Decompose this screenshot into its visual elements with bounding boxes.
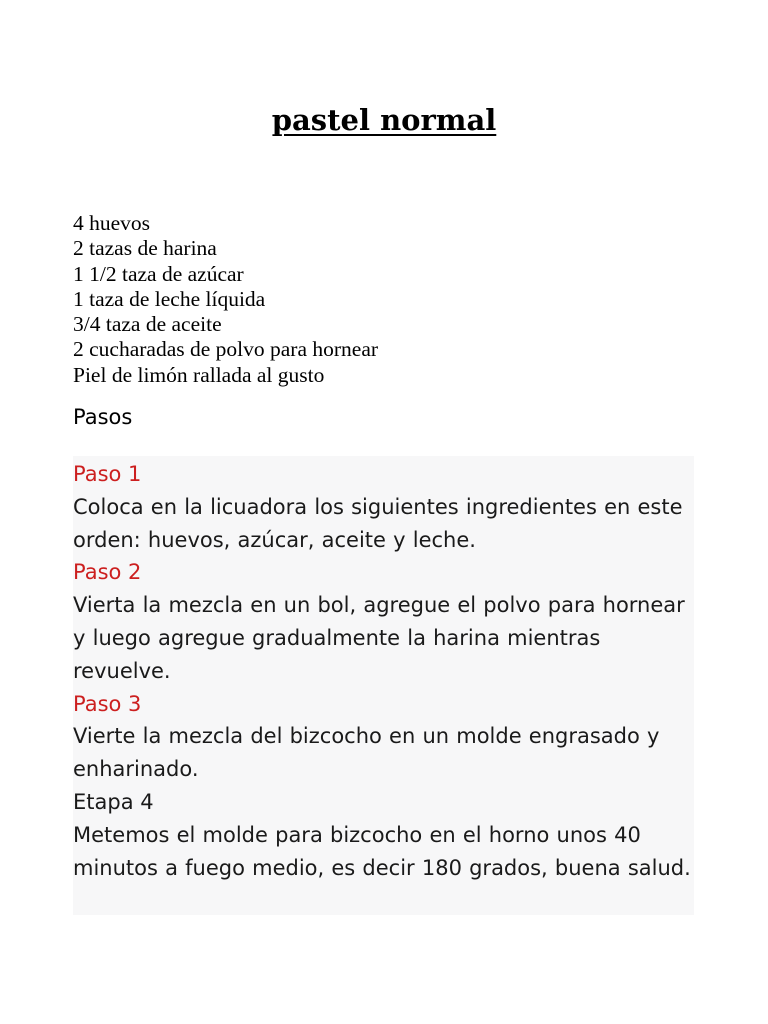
step-label: Paso 1 bbox=[73, 462, 142, 486]
step-label: Paso 3 bbox=[73, 691, 142, 716]
ingredient-item: 2 cucharadas de polvo para hornear bbox=[73, 337, 379, 362]
steps-section bbox=[73, 456, 694, 915]
steps-list bbox=[73, 458, 694, 884]
ingredient-item: 3/4 taza de aceite bbox=[73, 312, 222, 337]
ingredient-item: 1 1/2 taza de azúcar bbox=[73, 261, 244, 286]
step-label: Paso 2 bbox=[73, 560, 142, 585]
steps-heading: Pasos bbox=[73, 405, 133, 429]
step-text: Vierte la mezcla del bizcocho en un molde engrasado y enharinado. bbox=[73, 724, 660, 782]
step-text: Coloca en la licuadora los siguientes ingredientes en este orden: huevos, azúcar, aceite y leche. bbox=[73, 494, 683, 552]
step-text: Vierta la mezcla en un bol, agregue el polvo para hornear y luego agregue gradualmente la harina mientras revuelve. bbox=[73, 593, 685, 683]
page-title bbox=[0, 100, 768, 140]
ingredient-item: 1 taza de leche líquida bbox=[73, 286, 266, 311]
ingredient-item: 2 tazas de harina bbox=[73, 236, 217, 261]
step-label: Etapa 4 bbox=[73, 789, 154, 814]
ingredient-item: 4 huevos bbox=[73, 211, 151, 235]
step-text: Metemos el molde para bizcocho en el horno unos 40 minutos a fuego medio, es decir 180 grados, buena salud. bbox=[73, 822, 691, 880]
ingredients-list bbox=[73, 211, 693, 388]
page-title-text: pastel normal bbox=[271, 103, 497, 137]
ingredient-item: Piel de limón rallada al gusto bbox=[73, 362, 325, 387]
